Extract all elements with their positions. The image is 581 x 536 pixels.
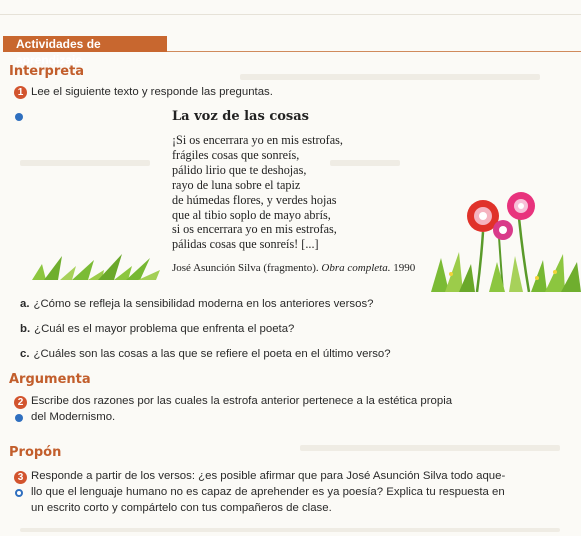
- poem-line: pálido lirio que te deshojas,: [172, 162, 307, 177]
- task-2-line-2: del Modernismo.: [31, 411, 116, 423]
- task-number-3: 3: [14, 471, 27, 484]
- section-title-interpreta: Interpreta: [9, 64, 85, 79]
- question-b: [20, 323, 294, 335]
- banner-divider: [167, 51, 581, 52]
- bleed-through: [20, 160, 150, 166]
- top-divider: [0, 14, 581, 15]
- question-c: [20, 348, 391, 360]
- task-3-line-1: Responde a partir de los versos: ¿es posible afirmar que para José Asunción Silva todo aque-: [31, 470, 506, 482]
- question-text: ¿Cuál es el mayor problema que enfrenta el poeta?: [34, 323, 295, 335]
- poem-line: que al tibio soplo de mayo abrís,: [172, 207, 331, 222]
- activities-banner: Actividades de aprendizaje: [3, 36, 167, 52]
- grass-illustration: [32, 252, 160, 280]
- question-letter: c.: [20, 348, 30, 360]
- task-number-2: 2: [14, 396, 27, 409]
- bleed-through: [240, 74, 540, 80]
- task-number-1: 1: [14, 86, 27, 99]
- section-title-argumenta: Argumenta: [9, 372, 91, 387]
- bullet-icon: [15, 414, 23, 422]
- bullet-ring-icon: [15, 489, 23, 497]
- task-3-line-2: llo que el lenguaje humano no es capaz de aprehender es ya poesía? Explica tu respuesta en: [31, 486, 505, 498]
- poem-line: si os encerrara yo en mis estrofas,: [172, 222, 337, 237]
- poem-line: ¡Si os encerrara yo en mis estrofas,: [172, 133, 343, 147]
- poem-line: de húmedas flores, y verdes hojas: [172, 192, 337, 207]
- credit-author: José Asunción Silva (fragmento).: [172, 262, 319, 274]
- task-3-line-3: un escrito corto y compártelo con tus compañeros de clase.: [31, 502, 332, 514]
- task-1-text: Lee el siguiente texto y responde las preguntas.: [31, 86, 273, 98]
- bullet-icon: [15, 113, 23, 121]
- question-text: ¿Cuáles son las cosas a las que se refiere el poeta en el último verso?: [33, 348, 391, 360]
- flower-illustration: [431, 182, 581, 292]
- question-letter: a.: [20, 298, 30, 310]
- bleed-through: [20, 528, 560, 532]
- credit-year: 1990: [393, 262, 416, 274]
- question-text: ¿Cómo se refleja la sensibilidad moderna en los anteriores versos?: [33, 298, 374, 310]
- poem-line: rayo de luna sobre el tapiz: [172, 177, 301, 192]
- section-title-propon: Propón: [9, 445, 62, 460]
- credit-source: Obra completa.: [321, 262, 391, 274]
- question-a: [20, 298, 374, 310]
- poem-body: [172, 133, 343, 252]
- bleed-through: [300, 445, 560, 451]
- question-letter: b.: [20, 323, 31, 335]
- poem-line: frágiles cosas que sonreís,: [172, 147, 300, 162]
- task-2-line-1: Escribe dos razones por las cuales la estrofa anterior pertenece a la estética propia: [31, 395, 453, 407]
- poem-credit: [172, 262, 415, 274]
- poem-line: pálidas cosas que sonreís! [...]: [172, 237, 319, 252]
- poem-title: La voz de las cosas: [172, 109, 309, 124]
